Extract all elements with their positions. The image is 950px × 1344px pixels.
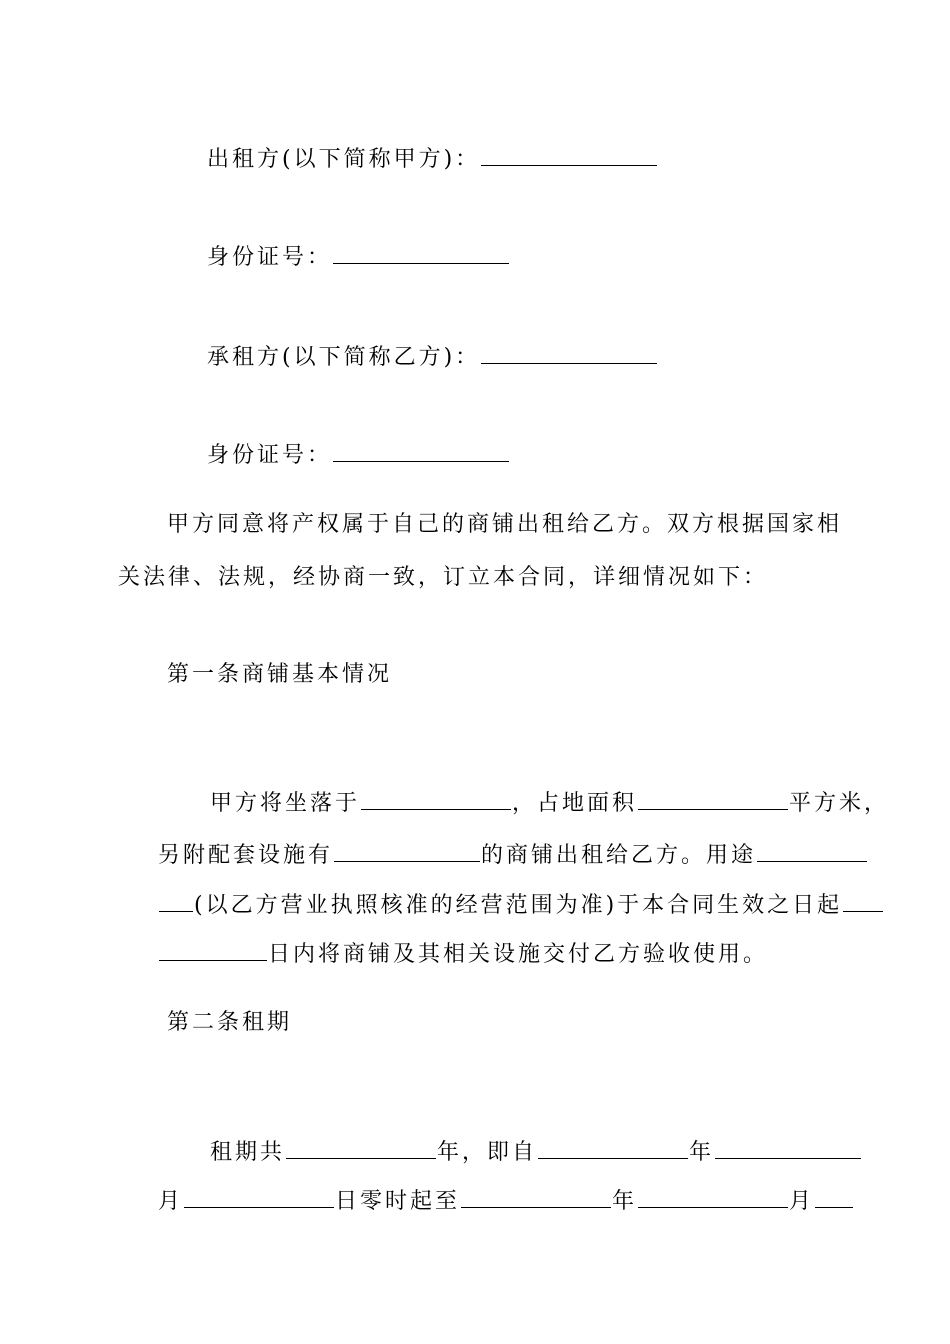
lessee-id-line: [167, 411, 510, 501]
purpose-blank-b: [159, 891, 193, 912]
lessor-line: [167, 115, 658, 205]
lessee-id-blank: [333, 441, 509, 462]
article1-l2-text-a: 另附配套设施有: [157, 843, 333, 868]
article1-l1-text-b: ，占地面积: [512, 791, 638, 816]
lessee-id-label: 身份证号：: [206, 443, 332, 468]
article2-title: 第二条租期: [167, 1010, 293, 1035]
article2-l1-text-c: 年: [689, 1140, 715, 1165]
lessor-id-blank: [333, 243, 509, 264]
lessee-line: [167, 313, 658, 403]
article1-l3-text-a: (以乙方营业执照核准的经营范围为准)于本合同生效之日起: [193, 893, 843, 918]
end-month-blank: [638, 1187, 788, 1208]
lessee-blank: [481, 343, 657, 364]
term-years-blank: [286, 1138, 436, 1159]
start-day-blank: [184, 1187, 334, 1208]
intro-line-2: 关法律、法规，经协商一致，订立本合同，详细情况如下：: [118, 565, 769, 590]
lessor-id-line: [167, 213, 510, 303]
article2-l2-text-c: 年: [612, 1189, 638, 1214]
location-blank: [361, 789, 511, 810]
lessor-label: 出租方(以下简称甲方)：: [206, 147, 481, 172]
article1-l2-text-b: 的商铺出租给乙方。用途: [481, 843, 757, 868]
lessor-blank: [481, 145, 657, 166]
article2-l1-text-b: 年，即自: [437, 1140, 538, 1165]
lessor-id-label: 身份证号：: [206, 245, 332, 270]
days-blank-a: [843, 891, 883, 912]
article1-title: 第一条商铺基本情况: [167, 662, 393, 687]
end-year-blank: [461, 1187, 611, 1208]
end-day-blank: [815, 1187, 853, 1208]
days-blank-b: [159, 940, 267, 961]
start-year-blank: [538, 1138, 688, 1159]
article1-l1-text-a: 甲方将坐落于: [209, 791, 360, 816]
article2-l2-text-b: 日零时起至: [335, 1189, 461, 1214]
article1-l4-text-a: 日内将商铺及其相关设施交付乙方验收使用。: [267, 942, 768, 967]
article2-line-2: [118, 1157, 854, 1247]
article1-l1-text-c: 平方米，: [789, 791, 890, 816]
article2-l2-text-d: 月: [789, 1189, 815, 1214]
purpose-blank-a: [757, 841, 867, 862]
article2-l1-text-a: 租期共: [209, 1140, 285, 1165]
start-month-blank: [715, 1138, 861, 1159]
intro-line-1: 甲方同意将产权属于自己的商铺出租给乙方。双方根据国家相: [167, 512, 843, 537]
article1-line-4: [118, 910, 768, 1000]
lessee-label: 承租方(以下简称乙方)：: [206, 345, 481, 370]
facilities-blank: [334, 841, 480, 862]
article2-l2-text-a: 月: [157, 1189, 183, 1214]
area-blank: [638, 789, 788, 810]
